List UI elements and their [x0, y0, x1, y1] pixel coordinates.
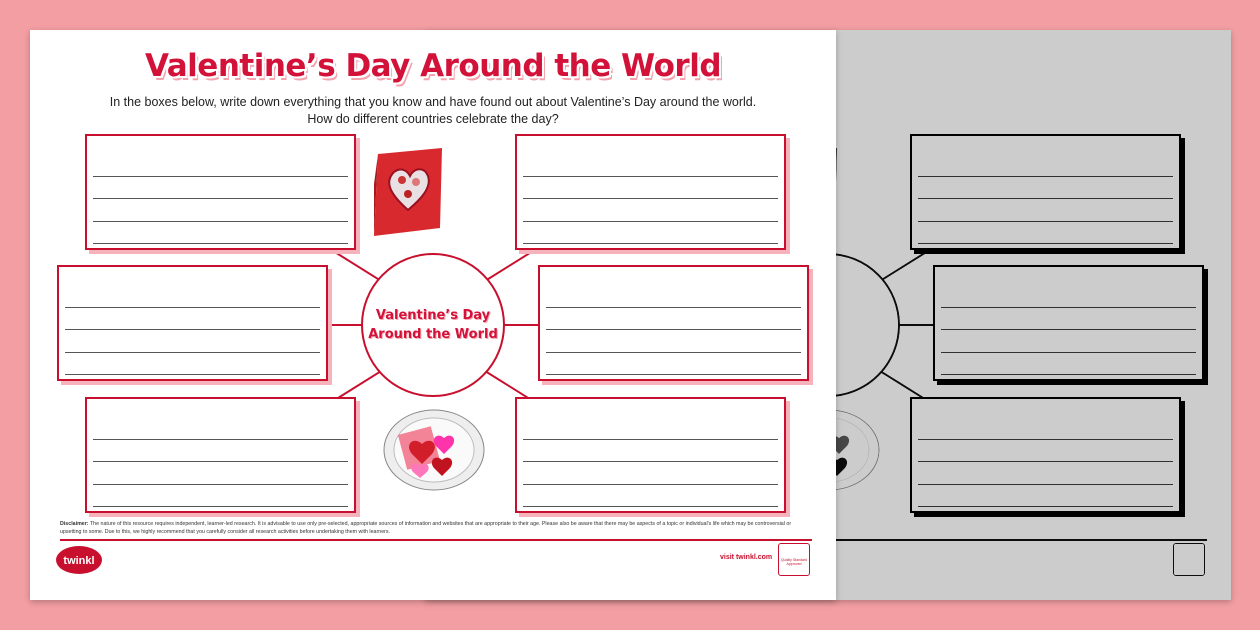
connector-line [879, 248, 931, 281]
quality-badge [1173, 543, 1205, 576]
quality-badge [778, 543, 810, 576]
writing-box-middle-left[interactable] [57, 265, 328, 381]
instructions [30, 94, 836, 127]
writing-box-middle-right[interactable] [538, 265, 809, 381]
disclaimer-label: Disclaimer: [60, 521, 89, 527]
writing-box-top-right[interactable] [515, 134, 786, 250]
footer-divider [60, 539, 812, 541]
badge-text: Quality Standard Approved [780, 558, 808, 566]
svg-text:twinkl: twinkl [63, 555, 95, 567]
twinkl-logo [55, 544, 103, 576]
worksheet-title: Valentine’s Day Around the World [144, 48, 722, 84]
writing-box-bottom-left[interactable] [85, 397, 356, 513]
instruction-line: In the boxes below, write down everything that you know and have found out about Valentine’s Day around the world. [109, 95, 757, 109]
writing-box-bottom-right[interactable] [910, 397, 1181, 513]
valentine-card-image [370, 144, 446, 240]
visit-twinkl-link[interactable]: visit twinkl.com [720, 554, 773, 561]
writing-box-bottom-right[interactable] [515, 397, 786, 513]
connector-line [329, 248, 381, 281]
connector-line [895, 324, 935, 326]
center-text: Valentine’s Day [375, 308, 491, 323]
writing-box-middle-right[interactable] [933, 265, 1204, 381]
center-topic-circle [361, 253, 505, 397]
disclaimer-text: The nature of this resource requires independent, learner-led research. It is advisable to use only pre-selected, appropriate sources of information and websites that are appropriate to their age. Please also be aware that there may be aspects of a topic or individual's life which may be controversial or upsetting to some. Due to this, we highly recommend that you carefully consider all research activities before undertaking them with learners. [60, 521, 792, 535]
connector-line [484, 248, 536, 281]
disclaimer [60, 520, 812, 536]
heart-cookies-plate-image [382, 408, 486, 492]
connector-line [500, 324, 540, 326]
writing-box-top-left[interactable] [85, 134, 356, 250]
instruction-line: How do different countries celebrate the day? [307, 111, 559, 126]
center-text: Around the World [368, 327, 498, 342]
writing-box-top-right[interactable] [910, 134, 1181, 250]
worksheet-colour [30, 30, 836, 600]
